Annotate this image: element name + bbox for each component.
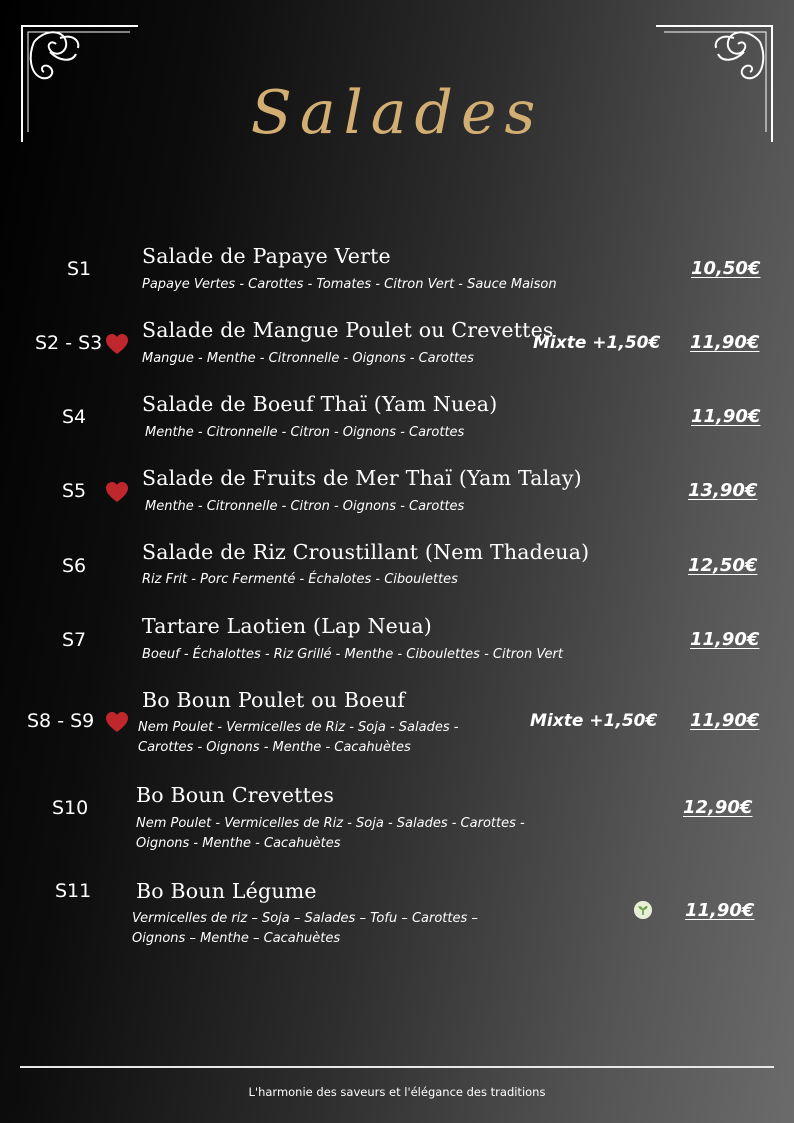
item-code: S2 - S3 <box>35 332 103 354</box>
footer-tagline: L'harmonie des saveurs et l'élégance des traditions <box>248 1085 546 1099</box>
item-code: S8 - S9 <box>27 710 95 732</box>
item-code: S10 <box>52 797 89 819</box>
item-description-line: Nem Poulet - Vermicelles de Riz - Soja - Salades - Carottes - <box>136 816 525 831</box>
item-code: S1 <box>67 258 92 280</box>
item-price: 11,90€ <box>690 710 760 731</box>
item-price: 11,90€ <box>691 406 761 427</box>
item-description: Boeuf - Échalottes - Riz Grillé - Menthe - Ciboulettes - Citron Vert <box>142 647 563 662</box>
item-name: Salade de Mangue Poulet ou Crevettes <box>142 318 554 342</box>
item-price: 12,50€ <box>688 555 758 576</box>
item-code: S5 <box>62 480 87 502</box>
item-code: S6 <box>62 555 87 577</box>
mixte-supplement: Mixte +1,50€ <box>530 711 658 731</box>
item-price: 11,90€ <box>690 332 760 353</box>
item-name: Salade de Riz Croustillant (Nem Thadeua) <box>142 540 590 564</box>
item-code: S11 <box>55 880 92 902</box>
item-price: 13,90€ <box>688 480 758 501</box>
vegetarian-leaf-icon <box>634 901 652 919</box>
heart-icon <box>105 481 129 503</box>
item-description: Menthe - Citronnelle - Citron - Oignons - Carottes <box>145 425 465 440</box>
item-description <box>138 718 458 758</box>
item-price: 11,90€ <box>690 629 760 650</box>
item-description-line: Oignons - Menthe - Cacahuètes <box>136 836 341 851</box>
item-description-line: Nem Poulet - Vermicelles de Riz - Soja - Salades - <box>138 720 459 735</box>
item-price: 10,50€ <box>691 258 761 279</box>
item-description: Papaye Vertes - Carottes - Tomates - Citron Vert - Sauce Maison <box>142 277 557 292</box>
footer-divider <box>20 1066 774 1068</box>
item-description-line: Carottes - Oignons - Menthe - Cacahuètes <box>138 740 411 755</box>
item-name: Bo Boun Légume <box>136 879 317 903</box>
item-description <box>136 814 525 854</box>
heart-icon <box>105 711 129 733</box>
item-description: Mangue - Menthe - Citronnelle - Oignons - Carottes <box>142 351 474 366</box>
item-name: Bo Boun Poulet ou Boeuf <box>142 688 406 712</box>
item-description: Menthe - Citronnelle - Citron - Oignons - Carottes <box>145 499 465 514</box>
item-code: S7 <box>62 629 87 651</box>
item-description: Riz Frit - Porc Fermenté - Échalotes - Ciboulettes <box>142 572 458 587</box>
item-description-line: Vermicelles de riz – Soja – Salades – Tofu – Carottes – <box>132 911 478 926</box>
item-name: Salade de Papaye Verte <box>142 244 391 268</box>
item-price: 11,90€ <box>685 900 755 921</box>
item-name: Salade de Fruits de Mer Thaï (Yam Talay) <box>142 466 582 490</box>
item-name: Tartare Laotien (Lap Neua) <box>142 614 432 638</box>
item-name: Bo Boun Crevettes <box>136 783 335 807</box>
section-title: Salades <box>250 78 544 148</box>
item-description-line: Oignons – Menthe – Cacahuètes <box>132 931 341 946</box>
item-price: 12,90€ <box>683 797 753 818</box>
heart-icon <box>105 333 129 355</box>
item-code: S4 <box>62 406 87 428</box>
item-description <box>132 909 478 949</box>
mixte-supplement: Mixte +1,50€ <box>533 333 661 353</box>
item-name: Salade de Boeuf Thaï (Yam Nuea) <box>142 392 498 416</box>
